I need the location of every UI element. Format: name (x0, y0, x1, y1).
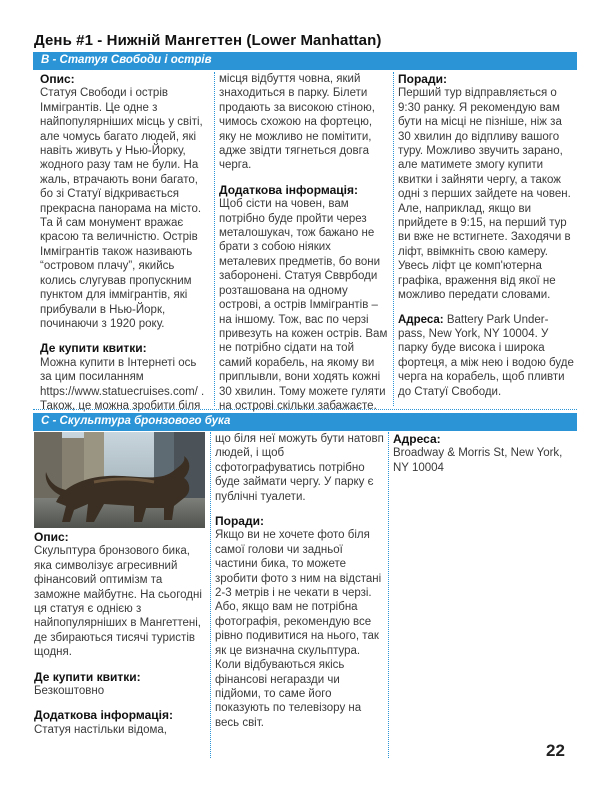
section-b-title: B - Статуя Свободи і острів (41, 54, 212, 66)
section-b-divider-2 (393, 72, 394, 406)
bull-tickets-heading: Де купити квитки: (34, 669, 141, 684)
tickets-text: Можна купити в Інтернеті ось за цим посиланням https://www.statuecruises.com/ . Також, це можна зробити біля (40, 356, 205, 412)
extra-info-text: Щоб сісти на човен, вам потрібно буде пройти через металошукач, тож бажано не брати з собою ніяких металевих предметів, бо вони заборонені. Статуя Свврбоди розташована на одному острові, а острів Іммігрантів – на іншому. Тож, вас по черзі привезуть на кожен острів. Вам не потрібно сідати на той самий корабель, на якому ви приплывли, вони ходять кожні 30 хвилин. Тому можете гуляти на острові скільки забажаєте. (219, 198, 388, 412)
tips-heading: Поради: (398, 72, 447, 86)
bull-extra-info-text: Статуя настільки відома, (34, 723, 167, 736)
bull-tips-heading: Поради: (215, 514, 264, 529)
section-c-top-rule (33, 409, 577, 410)
section-c-divider-2 (388, 432, 389, 758)
bull-address-text: Broadway & Morris St, New York, NY 10004 (393, 447, 563, 474)
description-text: Статуя Свободи і острів Іммігрантів. Це одне з найпопулярніших місць у світі, але чомусь багато людей, які навіть живуть у Нью-Йорку, жодного разу там не були. На жаль, втрачають вони багато, бо зі Статуї відкривається прекрасна панорама на місто. Та й сам монумент вражає красою та величністю. Острів Іммігрантів також називають “островом плачу”, якийсь колись слугував пропускним пунктом для іммігрантів, які прибували в Нью-Йорк, починаючи з 1920 року. (40, 87, 203, 330)
description-heading: Опис: (40, 72, 75, 86)
section-c-divider-1 (210, 432, 211, 758)
tips-text: Перший тур відправляється о 9:30 ранку. Я рекомендую вам бути на місці не пізніше, ніж за 30 хвилин до відпливу вашого туру. Можливо звучить зарано, але матимете змогу купити квитки і зайняти чергу, а також одні з перших зайдете на човен. Але, наприклад, якщо ви прийдете в 9:15, на перший тур ви вже не встигнете. Заходячи в ліфт, ввімкніть свою камеру. Увесь ліфт це комп'ютерна графіка, враження від якої не можливо передати словами. (398, 87, 571, 302)
address-block (398, 313, 574, 399)
section-c-header (33, 413, 577, 431)
page-number: 22 (546, 741, 565, 760)
address-heading: Адреса: (398, 313, 444, 326)
section-c-column-3 (393, 432, 569, 475)
section-b-divider-1 (214, 72, 215, 406)
page-title: День #1 - Нижній Мангеттен (Lower Manhattan) (34, 32, 382, 49)
bull-tickets-text: Безкоштовно (34, 685, 105, 698)
bull-tips-text-2: Або, якщо вам не потрібна фотографія, рекомендую все рівно подивитися на нього, так як це визначна скульптура. Коли відбуваються якісь фінансові негаразди чи підйоми, то саме його показують по телевізору на весь світ. (215, 601, 379, 729)
tickets-text-continued: місця відбуття човна, який знаходиться в парку. Білети продають за високою стіною, чимось схожою на фортецю, яку не можливо не помітити, адже звідти тягнеться довга черга. (219, 73, 375, 172)
address-text: Battery Park Under-pass, New York, NY 10004. У парку буде висока і широка фортеця, а між нею і водою буде черга на корабель, щоб пливти до Статуї Свободи. (398, 313, 574, 398)
section-b-column-3 (398, 72, 574, 399)
section-b-header (33, 52, 577, 70)
section-c-column-2 (215, 432, 385, 730)
bull-address-heading: Адреса: (393, 432, 441, 446)
extra-info-heading: Додаткова інформація: (219, 182, 358, 197)
bull-description-text: Скульптура бронзового бика, яка символізує агресивний фінансовий оптимізм та заможне майбутнє. На сьогодні ця статуя є однією з найпопулярніших в Мангеттені, де збираються тисячі туристів щодня. (34, 545, 202, 659)
section-c-title: C - Скульптура бронзового бука (41, 415, 231, 427)
section-b-column-2 (219, 72, 389, 413)
tickets-heading: Де купити квитки: (40, 341, 147, 356)
bull-description-heading: Опис: (34, 530, 69, 544)
bull-extra-info-heading: Додаткова інформація: (34, 708, 173, 723)
bull-extra-info-continued: що біля неї можуть бути натовп людей, і щоб сфотографуватись потрібно буде займати чергу. У парку є публічні туалети. (215, 433, 384, 503)
bull-tips-text-1: Якщо ви не хочете фото біля самої голови чи задньої частини бика, то можете зробити фото з ним на відстані 2-3 метрів і не чекати в черзі. (215, 529, 382, 600)
section-b-column-1 (40, 72, 210, 413)
section-c-column-1 (34, 530, 206, 737)
bull-sculpture-photo (34, 432, 205, 528)
